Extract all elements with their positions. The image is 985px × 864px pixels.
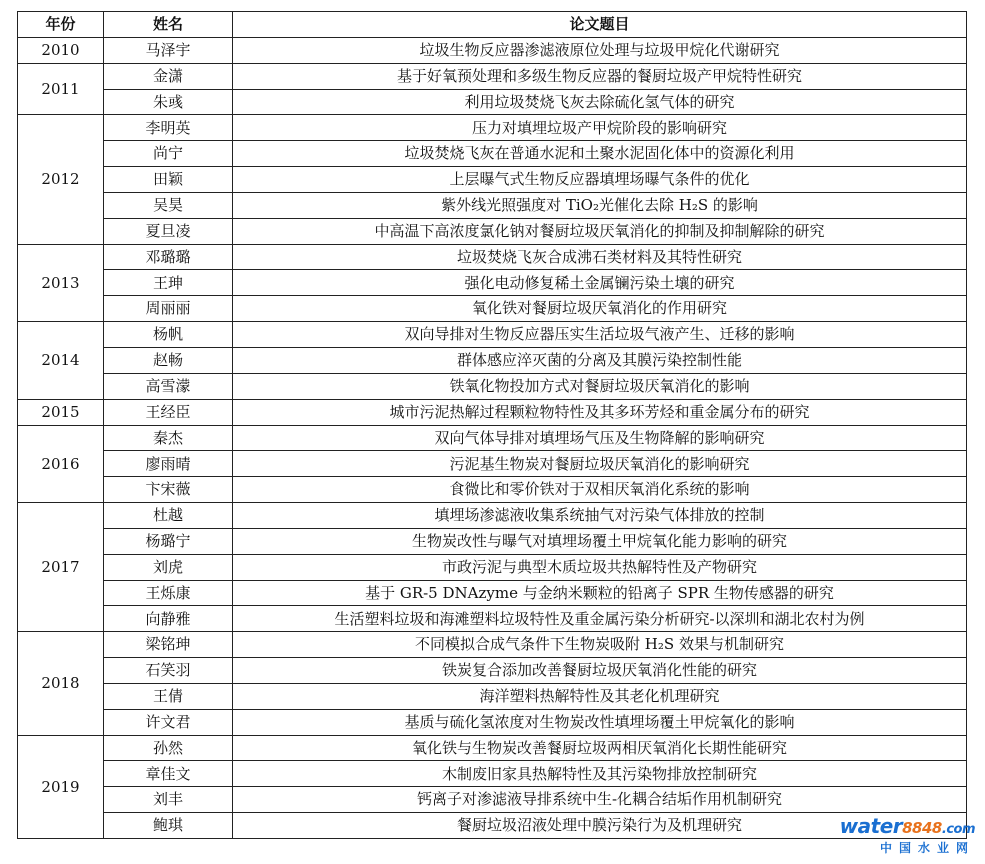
title-cell: 群体感应淬灭菌的分离及其膜污染控制性能 [233,347,967,373]
name-cell: 李明英 [104,115,233,141]
title-cell: 海洋塑料热解特性及其老化机理研究 [233,683,967,709]
name-cell: 高雪濛 [104,373,233,399]
name-cell: 金潇 [104,63,233,89]
title-cell: 氧化铁与生物炭改善餐厨垃圾两相厌氧消化长期性能研究 [233,735,967,761]
name-cell: 卞宋薇 [104,477,233,503]
table-row [18,813,967,839]
title-cell: 铁炭复合添加改善餐厨垃圾厌氧消化性能的研究 [233,658,967,684]
title-cell: 生活塑料垃圾和海滩塑料垃圾特性及重金属污染分析研究-以深圳和湖北农村为例 [233,606,967,632]
water8848-logo [839,814,975,856]
title-cell: 垃圾焚烧飞灰在普通水泥和土聚水泥固化体中的资源化利用 [233,141,967,167]
table-row [18,735,967,761]
table-row [18,709,967,735]
year-cell: 2015 [18,399,104,425]
table-row [18,244,967,270]
table-row [18,37,967,63]
table-row [18,192,967,218]
title-cell: 双向气体导排对填埋场气压及生物降解的影响研究 [233,425,967,451]
title-cell: 压力对填埋垃圾产甲烷阶段的影响研究 [233,115,967,141]
title-cell: 紫外线光照强度对 TiO₂光催化去除 H₂S 的影响 [233,192,967,218]
name-cell: 马泽宇 [104,37,233,63]
name-cell: 刘丰 [104,787,233,813]
year-cell: 2011 [18,63,104,115]
name-cell: 杨帆 [104,322,233,348]
title-cell: 基质与硫化氢浓度对生物炭改性填埋场覆土甲烷氧化的影响 [233,709,967,735]
name-cell: 石笑羽 [104,658,233,684]
name-cell: 王倩 [104,683,233,709]
year-cell: 2018 [18,632,104,735]
table-row [18,218,967,244]
table-body [18,37,967,838]
table-row [18,503,967,529]
title-cell: 双向导排对生物反应器压实生活垃圾气液产生、迁移的影响 [233,322,967,348]
name-cell: 向静雅 [104,606,233,632]
title-cell: 中高温下高浓度氯化钠对餐厨垃圾厌氧消化的抑制及抑制解除的研究 [233,218,967,244]
title-cell: 不同模拟合成气条件下生物炭吸附 H₂S 效果与机制研究 [233,632,967,658]
title-cell: 垃圾生物反应器渗滤液原位处理与垃圾甲烷化代谢研究 [233,37,967,63]
title-cell: 利用垃圾焚烧飞灰去除硫化氢气体的研究 [233,89,967,115]
table-row [18,296,967,322]
year-cell: 2013 [18,244,104,322]
table-row [18,658,967,684]
table-row [18,554,967,580]
title-cell: 生物炭改性与曝气对填埋场覆土甲烷氧化能力影响的研究 [233,528,967,554]
table-row [18,115,967,141]
name-cell: 孙然 [104,735,233,761]
title-cell: 垃圾焚烧飞灰合成沸石类材料及其特性研究 [233,244,967,270]
table-row [18,270,967,296]
thesis-table [17,11,967,839]
logo-suffix: .com [941,822,975,837]
logo-number: 8848 [902,819,942,837]
title-cell: 基于好氧预处理和多级生物反应器的餐厨垃圾产甲烷特性研究 [233,63,967,89]
table-row [18,761,967,787]
title-cell: 填埋场渗滤液收集系统抽气对污染气体排放的控制 [233,503,967,529]
table-row [18,425,967,451]
header-name: 姓名 [104,12,233,38]
name-cell: 杜越 [104,503,233,529]
header-row [18,12,967,38]
table-row [18,167,967,193]
year-cell: 2016 [18,425,104,503]
table-row [18,632,967,658]
year-cell: 2019 [18,735,104,838]
table-row [18,89,967,115]
title-cell: 基于 GR-5 DNAzyme 与金纳米颗粒的铅离子 SPR 生物传感器的研究 [233,580,967,606]
name-cell: 尚宁 [104,141,233,167]
year-cell: 2017 [18,503,104,632]
name-cell: 鲍琪 [104,813,233,839]
header-year: 年份 [18,12,104,38]
table-row [18,141,967,167]
title-cell: 木制废旧家具热解特性及其污染物排放控制研究 [233,761,967,787]
year-cell: 2014 [18,322,104,400]
title-cell: 市政污泥与典型木质垃圾共热解特性及产物研究 [233,554,967,580]
name-cell: 王经臣 [104,399,233,425]
year-cell: 2010 [18,37,104,63]
table-row [18,347,967,373]
table-row [18,399,967,425]
name-cell: 邓璐璐 [104,244,233,270]
title-cell: 城市污泥热解过程颗粒物特性及其多环芳烃和重金属分布的研究 [233,399,967,425]
header-title: 论文题目 [233,12,967,38]
table-row [18,683,967,709]
name-cell: 田颖 [104,167,233,193]
table-row [18,373,967,399]
table-row [18,451,967,477]
table-row [18,580,967,606]
table-row [18,606,967,632]
name-cell: 杨璐宁 [104,528,233,554]
name-cell: 周丽丽 [104,296,233,322]
title-cell: 钙离子对渗滤液导排系统中生-化耦合结垢作用机制研究 [233,787,967,813]
name-cell: 许文君 [104,709,233,735]
title-cell: 污泥基生物炭对餐厨垃圾厌氧消化的影响研究 [233,451,967,477]
name-cell: 朱彧 [104,89,233,115]
table-row [18,528,967,554]
name-cell: 秦杰 [104,425,233,451]
year-cell: 2012 [18,115,104,244]
logo-cn: 中国水业网 [879,841,975,855]
name-cell: 吴昊 [104,192,233,218]
table-row [18,787,967,813]
title-cell: 强化电动修复稀土金属镧污染土壤的研究 [233,270,967,296]
title-cell: 餐厨垃圾沼液处理中膜污染行为及机理研究 [233,813,967,839]
logo-word: water [839,814,903,838]
name-cell: 章佳文 [104,761,233,787]
name-cell: 夏旦凌 [104,218,233,244]
table-row [18,322,967,348]
title-cell: 上层曝气式生物反应器填埋场曝气条件的优化 [233,167,967,193]
title-cell: 食微比和零价铁对于双相厌氧消化系统的影响 [233,477,967,503]
table-row [18,477,967,503]
title-cell: 铁氧化物投加方式对餐厨垃圾厌氧消化的影响 [233,373,967,399]
name-cell: 刘虎 [104,554,233,580]
table-row [18,63,967,89]
name-cell: 赵畅 [104,347,233,373]
name-cell: 梁铭珅 [104,632,233,658]
name-cell: 王珅 [104,270,233,296]
name-cell: 廖雨晴 [104,451,233,477]
title-cell: 氧化铁对餐厨垃圾厌氧消化的作用研究 [233,296,967,322]
name-cell: 王烁康 [104,580,233,606]
